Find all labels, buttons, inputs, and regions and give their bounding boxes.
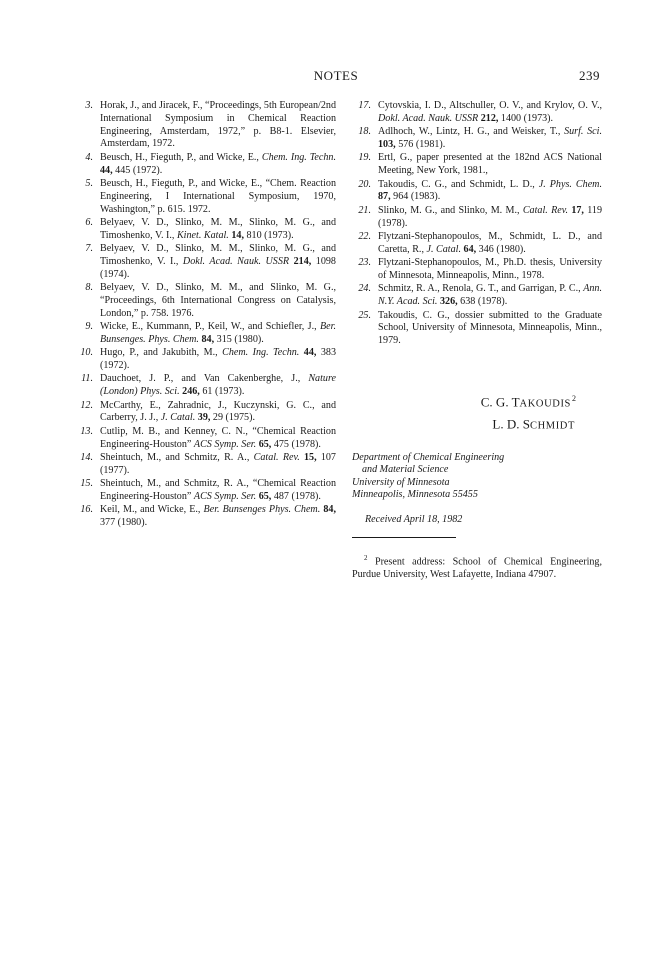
reference-item — [352, 231, 602, 257]
reference-text: Flytzani-Stephanopoulos, M., Ph.D. thesis, University of Minnesota, Minneapolis, Minn., 1978. — [378, 257, 602, 281]
reference-text: 119 (1978). — [378, 204, 603, 229]
reference-item — [74, 504, 336, 530]
reference-text: Flytzani-Stephanopoulos, M., Schmidt, L. D., and Caretta, R., — [378, 230, 602, 255]
reference-number: 7. — [85, 243, 93, 255]
reference-item — [352, 310, 602, 348]
affiliation-line: University of Minnesota — [352, 476, 450, 488]
author-surname-initial: S — [522, 416, 530, 432]
reference-number: 24. — [358, 283, 371, 295]
volume-number: 14, — [231, 229, 244, 241]
affiliation-line: and Material Science — [362, 464, 449, 476]
author-1 — [352, 390, 576, 412]
journal-name: Chem. Ing. Techn. — [222, 347, 300, 359]
author-surname: CHMIDT — [529, 420, 575, 432]
reference-item — [352, 257, 602, 283]
reference-text: Cutlip, M. B., and Kenney, C. N., “Chemical Reaction Engineering-Houston” — [100, 425, 336, 450]
volume-number: 65, — [258, 491, 272, 503]
affiliation-line: Minneapolis, Minnesota 55455 — [352, 489, 478, 501]
reference-number: 20. — [358, 178, 371, 190]
journal-name: Ber. Bunsenges Phys. Chem. — [203, 504, 321, 516]
received-date: Received April 18, 1982 — [365, 513, 463, 525]
reference-number: 21. — [358, 204, 371, 216]
journal-name: J. Catal. — [160, 412, 196, 424]
reference-item — [74, 100, 336, 151]
reference-text: Belyaev, V. D., Slinko, M. M., Slinko, M. G., and Timoshenko, V. I., — [100, 216, 336, 241]
reference-item — [74, 152, 336, 178]
author-surname: AKOUDIS — [519, 398, 571, 410]
reference-item — [352, 152, 602, 178]
journal-name: J. Phys. Chem. — [538, 178, 602, 190]
reference-number: 5. — [85, 177, 93, 189]
reference-text: Beusch, H., Fieguth, P., and Wicke, E., “Chem. Reaction Engineering, I International Symposium, 1970, Washington,” p. 615. 1972. — [100, 177, 336, 215]
reference-item — [74, 400, 336, 426]
footnote-mark: 2 — [572, 393, 576, 403]
reference-number: 15. — [80, 478, 93, 490]
journal-name: Nature (London) Phys. Sci. — [100, 373, 336, 398]
author-surname-initial: T — [511, 394, 520, 410]
journal-name: Kinet. Katal. — [176, 229, 229, 241]
reference-number: 3. — [85, 100, 93, 111]
reference-text: Horak, J., and Jiracek, F., “Proceedings, 5th European/2nd International Symposium in Chemical Reaction Engineering, Amsterdam, 1972,” p. B8-1. Elsevier, Amsterdam, 1972. — [100, 100, 336, 150]
running-title: NOTES — [313, 68, 359, 83]
reference-number: 23. — [358, 257, 371, 269]
reference-text: 445 (1972). — [112, 164, 163, 176]
reference-text: Sheintuch, M., and Schmitz, R. A., “Chemical Reaction Engineering-Houston” — [100, 478, 336, 503]
volume-number: 44, — [100, 164, 113, 176]
reference-text: Sheintuch, M., and Schmitz, R. A., — [100, 452, 254, 464]
reference-item — [74, 321, 336, 347]
reference-number: 16. — [80, 504, 93, 516]
volume-number: 212, — [480, 112, 499, 124]
reference-item — [74, 452, 336, 478]
author-2 — [352, 412, 576, 434]
reference-text: Keil, M., and Wicke, E., — [100, 504, 204, 516]
reference-number: 10. — [80, 347, 93, 359]
reference-text: 475 (1978). — [271, 438, 321, 450]
footnote-divider — [352, 537, 456, 538]
reference-text: McCarthy, E., Zahradnic, J., Kuczynski, G. C., and Carberry, J. J., — [100, 399, 336, 424]
reference-text: 315 (1980). — [214, 333, 264, 345]
reference-text: 346 (1980). — [476, 243, 526, 255]
reference-number: 18. — [358, 126, 371, 138]
reference-number: 17. — [358, 100, 371, 111]
reference-text: 810 (1973). — [243, 229, 294, 241]
reference-item — [74, 243, 336, 281]
reference-text: Hugo, P., and Jakubith, M., — [100, 347, 223, 359]
reference-text: 377 (1980). — [100, 517, 148, 529]
reference-number: 4. — [85, 151, 93, 163]
journal-name: Surf. Sci. — [564, 126, 602, 138]
reference-text: 61 (1973). — [199, 386, 245, 398]
reference-item — [74, 478, 336, 504]
author-initials: L. D. — [492, 416, 523, 432]
reference-item — [74, 426, 336, 452]
volume-number: 326, — [439, 296, 458, 308]
reference-number: 12. — [80, 399, 93, 411]
left-column — [74, 100, 336, 531]
footnote — [352, 552, 602, 582]
journal-name: Dokl. Acad. Nauk. USSR — [182, 255, 290, 267]
footnote-text: Present address: School of Chemical Engineering, Purdue University, West Lafayette, Indiana 47907. — [352, 556, 602, 581]
reference-number: 11. — [81, 373, 93, 385]
volume-number: 214, — [293, 255, 312, 267]
journal-name: J. Catal. — [426, 243, 461, 255]
reference-number: 25. — [358, 309, 371, 321]
volume-number: 39, — [197, 412, 211, 424]
journal-name: Ber. Bunsenges. Phys. Chem. — [100, 321, 336, 345]
affiliation — [352, 452, 602, 502]
reference-number: 9. — [85, 321, 93, 333]
reference-text: Takoudis, C. G., dossier submitted to the Graduate School, University of Minnesota, Minneapolis, Minn., 1979. — [378, 309, 602, 347]
affiliation-line: Department of Chemical Engineering — [352, 451, 505, 463]
reference-text: Takoudis, C. G., and Schmidt, L. D., — [378, 178, 539, 190]
reference-number: 8. — [85, 282, 93, 294]
reference-text: 1400 (1973). — [498, 112, 554, 124]
reference-item — [74, 282, 336, 320]
reference-text: 107 (1977). — [100, 452, 336, 476]
reference-list-right — [352, 100, 602, 348]
journal-name: Dokl. Acad. Nauk. USSR — [378, 112, 479, 124]
journal-name: Catal. Rev. — [253, 452, 300, 464]
reference-item — [74, 373, 336, 399]
reference-text: 29 (1975). — [210, 412, 255, 424]
reference-item — [352, 179, 602, 205]
reference-number: 19. — [358, 152, 371, 164]
reference-text: 487 (1978). — [271, 491, 321, 503]
reference-text: Slinko, M. G., and Slinko, M. M., — [378, 204, 523, 216]
reference-item — [74, 178, 336, 216]
volume-number: 84, — [201, 333, 215, 345]
page-number: 239 — [579, 68, 600, 83]
volume-number: 15, — [303, 452, 317, 464]
reference-text: Wicke, E., Kummann, P., Keil, W., and Schiefler, J., — [100, 321, 321, 333]
reference-item — [352, 126, 602, 152]
author-initials: C. G. — [480, 394, 512, 410]
volume-number: 44, — [303, 347, 317, 359]
reference-text: Ertl, G., paper presented at the 182nd ACS National Meeting, New York, 1981., — [378, 152, 602, 177]
volume-number: 64, — [463, 243, 477, 255]
reference-number: 14. — [80, 452, 93, 464]
reference-item — [352, 205, 602, 231]
volume-number: 246, — [182, 386, 200, 398]
reference-item — [74, 347, 336, 373]
reference-number: 6. — [85, 216, 93, 228]
journal-name: Catal. Rev. — [522, 204, 568, 216]
reference-text: Belyaev, V. D., Slinko, M. M., and Slinko, M. G., “Proceedings, 6th International Congress on Catalysis, London,” p. 758. 1976. — [100, 282, 336, 319]
footnote-mark: 2 — [364, 553, 368, 562]
reference-text: 576 (1981). — [395, 138, 446, 150]
author-signature — [352, 390, 602, 435]
journal-name: ACS Symp. Ser. — [193, 491, 257, 503]
volume-number: 17, — [571, 204, 584, 216]
reference-text: Beusch, H., Fieguth, P., and Wicke, E., — [100, 151, 262, 163]
right-column — [352, 100, 602, 582]
reference-text: 964 (1983). — [390, 191, 441, 203]
volume-number: 87, — [378, 191, 391, 203]
reference-item — [352, 100, 602, 126]
reference-text: Adlhoch, W., Lintz, H. G., and Weisker, T., — [378, 126, 565, 138]
reference-number: 13. — [80, 425, 93, 437]
reference-text: Belyaev, V. D., Slinko, M. M., Slinko, M. G., and Timoshenko, V. I., — [100, 243, 336, 267]
volume-number: 84, — [323, 504, 336, 516]
reference-text: 638 (1978). — [457, 296, 508, 308]
reference-text: 383 (1972). — [100, 347, 336, 372]
journal-name: ACS Symp. Ser. — [193, 438, 257, 450]
reference-list-left — [74, 100, 336, 530]
volume-number: 103, — [378, 138, 396, 150]
reference-item — [74, 217, 336, 243]
volume-number: 65, — [258, 438, 272, 450]
journal-name: Chem. Ing. Techn. — [261, 151, 336, 163]
journal-name: Ann. N.Y. Acad. Sci. — [378, 283, 602, 308]
reference-text: Cytovskia, I. D., Altschuller, O. V., and Krylov, O. V., — [378, 100, 602, 111]
reference-text: Schmitz, R. A., Renola, G. T., and Garrigan, P. C., — [378, 283, 584, 295]
reference-text: Dauchoet, J. P., and Van Cakenberghe, J., — [100, 373, 309, 385]
reference-number: 22. — [358, 230, 371, 242]
reference-item — [352, 283, 602, 309]
reference-text: 1098 (1974). — [100, 255, 336, 280]
